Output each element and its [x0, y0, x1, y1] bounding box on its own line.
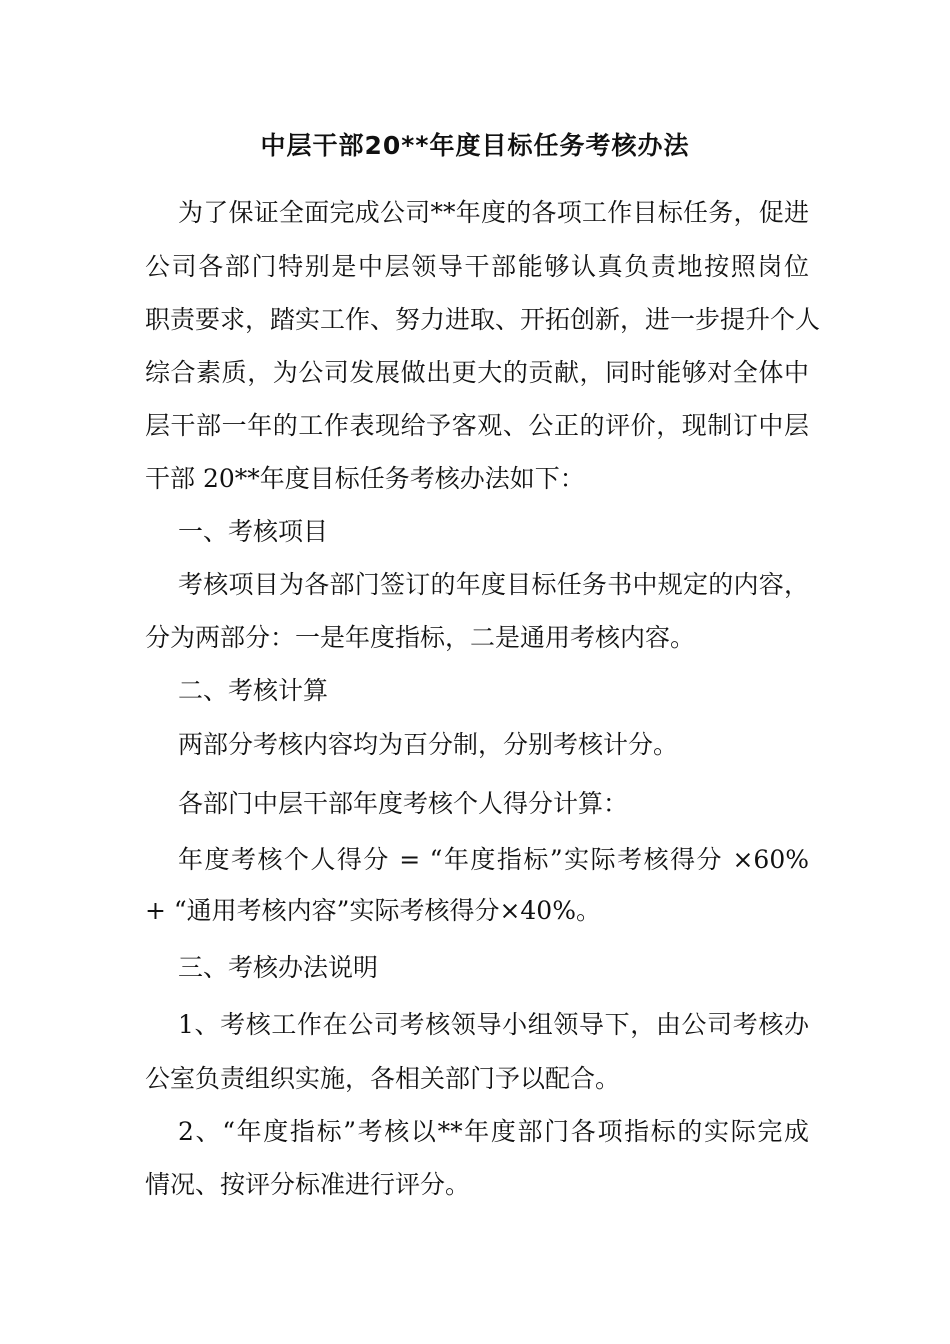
section1-line: 考核项目为各部门签订的年度目标任务书中规定的内容， — [178, 570, 809, 599]
formula-line: + “通用考核内容”实际考核得分×40%。 — [145, 896, 601, 925]
intro-line: 综合素质，为公司发展做出更大的贡献，同时能够对全体中 — [145, 358, 809, 387]
section-heading-2: 二、考核计算 — [178, 676, 329, 705]
section1-line: 分为两部分：一是年度指标，二是通用考核内容。 — [145, 623, 696, 652]
formula-line: 年度考核个人得分 = “年度指标”实际考核得分 ×60% — [178, 845, 809, 874]
intro-line: 干部 20**年度目标任务考核办法如下： — [145, 464, 585, 493]
intro-line: 为了保证全面完成公司**年度的各项工作目标任务，促进 — [178, 198, 809, 227]
section3-item2-line: 情况、按评分标准进行评分。 — [145, 1170, 471, 1199]
intro-line: 公司各部门特别是中层领导干部能够认真负责地按照岗位 — [145, 252, 809, 281]
section-heading-3: 三、考核办法说明 — [178, 953, 379, 982]
section3-item2-line: 2、“年度指标”考核以**年度部门各项指标的实际完成 — [178, 1117, 809, 1146]
section2-paragraph-1: 两部分考核内容均为百分制，分别考核计分。 — [178, 730, 679, 759]
intro-line: 层干部一年的工作表现给予客观、公正的评价，现制订中层 — [145, 411, 809, 440]
intro-line: 职责要求，踏实工作、努力进取、开拓创新，进一步提升个人 — [145, 305, 821, 334]
document-title: 中层干部20**年度目标任务考核办法 — [260, 131, 690, 160]
section2-paragraph-2: 各部门中层干部年度考核个人得分计算： — [178, 789, 629, 818]
section-heading-1: 一、考核项目 — [178, 517, 329, 546]
section3-item1-line: 1、考核工作在公司考核领导小组领导下，由公司考核办 — [178, 1010, 809, 1039]
section3-item1-line: 公室负责组织实施，各相关部门予以配合。 — [145, 1064, 621, 1093]
